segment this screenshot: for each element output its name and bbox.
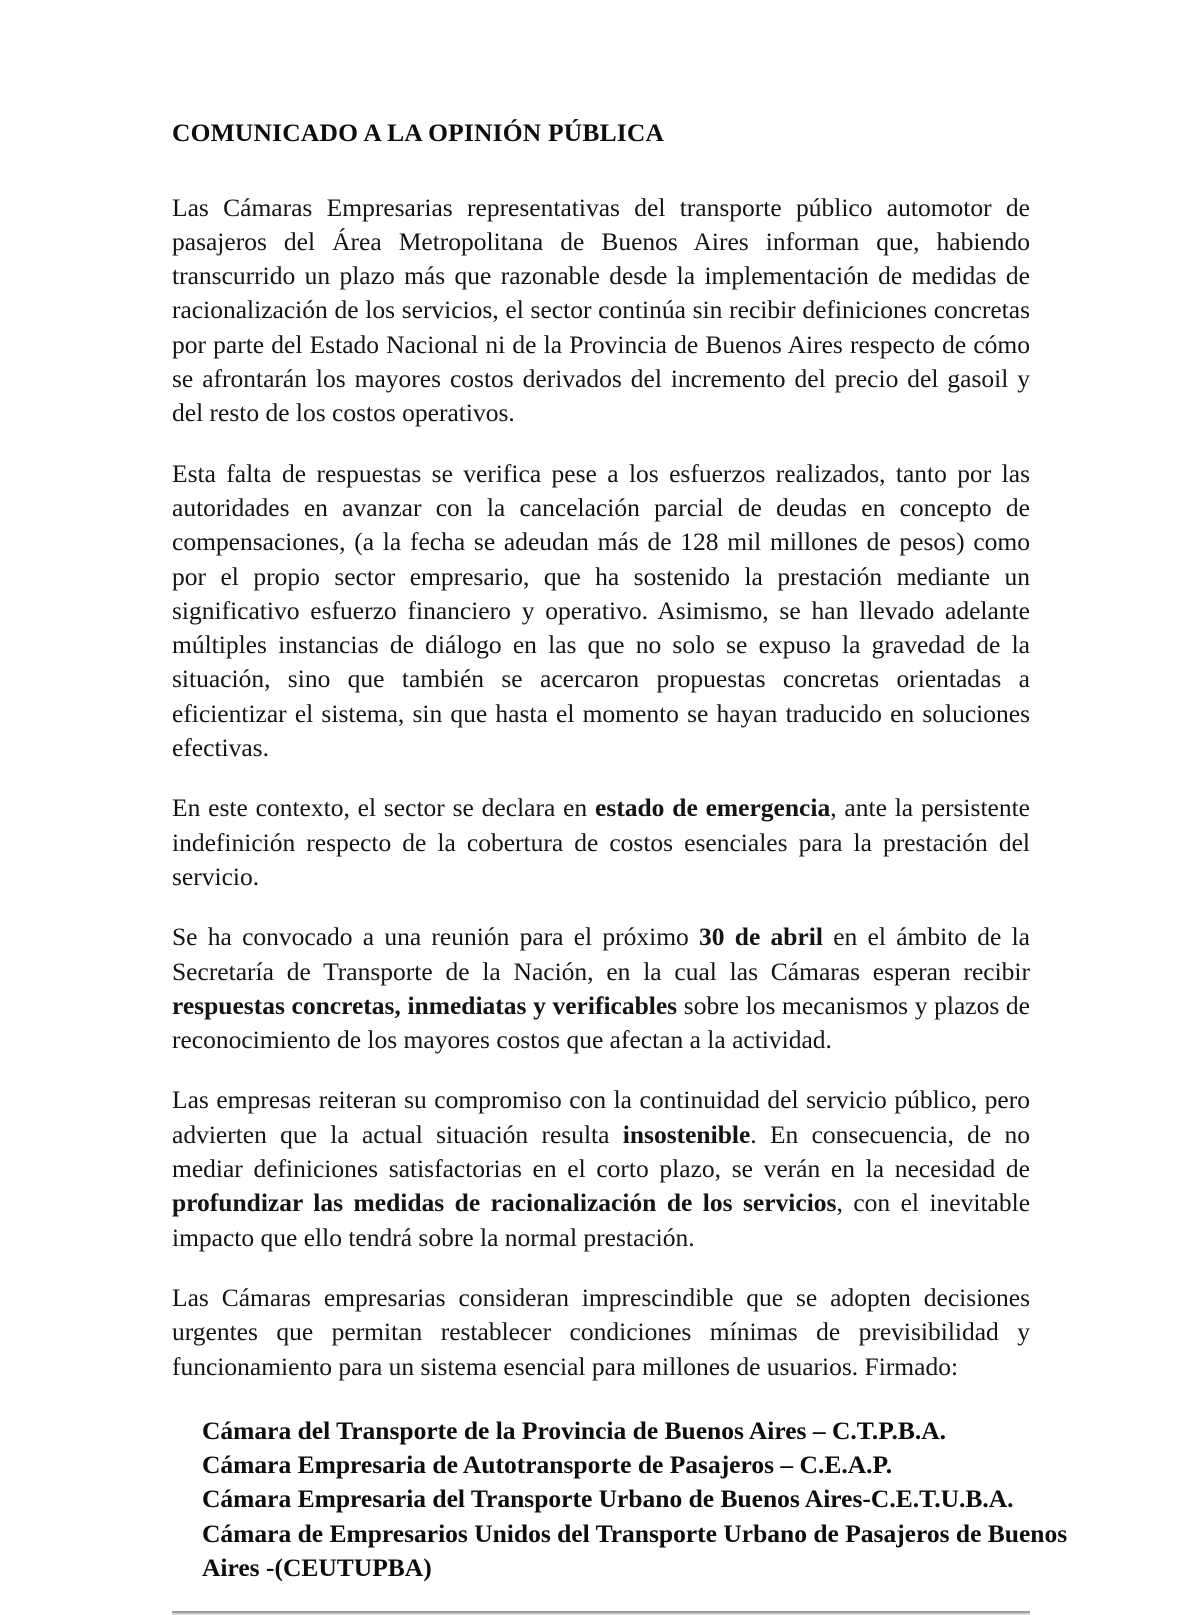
body-text: sobre los mecanismos y plazos de reconocimiento de los mayores costos que afectan a la actividad. xyxy=(172,990,1030,1055)
body-text: Las Cámaras Empresarias representativas del transporte público automotor de pasajeros del Área Metropolitana de Buenos Aires informan que, habiendo transcurrido un plazo más que razonable desde la implementación de medidas de racionalización de los servicios, el sector continúa sin recibir definiciones concretas por parte del Estado Nacional ni de la Provincia de Buenos Aires respecto de cómo se afrontarán los mayores costos derivados del incremento del precio del gasoil y del resto de los costos operativos. xyxy=(172,192,1030,428)
body-text: . En consecuencia, de no mediar definiciones satisfactorias en el corto plazo, se verán en la necesidad de xyxy=(172,1119,1031,1184)
emphasis-text: profundizar las medidas de racionalización de los servicios xyxy=(172,1188,837,1218)
paragraph-p1 xyxy=(172,191,1030,431)
signatory-line: Cámara de Empresarios Unidos del Transporte Urbano de Pasajeros de Buenos Aires -(CEUTUPBA) xyxy=(202,1518,1068,1582)
paragraph-p6 xyxy=(172,1281,1030,1384)
body-text: , con el inevitable impacto que ello tendrá sobre la normal prestación. xyxy=(172,1188,1031,1252)
signatory-line: Cámara Empresaria del Transporte Urbano de Buenos Aires-C.E.T.U.B.A. xyxy=(202,1484,1014,1514)
signature-block xyxy=(202,1414,1082,1585)
signatory-line: Cámara Empresaria de Autotransporte de Pasajeros – C.E.A.P. xyxy=(202,1450,893,1480)
document-content xyxy=(172,0,1068,1615)
body-text: En este contexto, el sector se declara en xyxy=(172,793,596,823)
emphasis-text: respuestas concretas, inmediatas y verificables xyxy=(172,990,678,1020)
paragraph-p5 xyxy=(172,1083,1030,1254)
paragraph-p3 xyxy=(172,791,1030,894)
page-title: COMUNICADO A LA OPINIÓN PÚBLICA xyxy=(172,118,665,147)
emphasis-text: 30 de abril xyxy=(699,922,823,952)
body-text: Se ha convocado a una reunión para el próximo xyxy=(172,922,700,952)
body-text: en el ámbito de la Secretaría de Transporte de la Nación, en la cual las Cámaras esperan recibir xyxy=(172,922,1031,986)
emphasis-text: insostenible xyxy=(622,1119,751,1149)
footer-divider-wrap xyxy=(172,1611,1030,1615)
paragraph-p2 xyxy=(172,457,1030,766)
body-text: Las empresas reiteran su compromiso con la continuidad del servicio público, pero advierten que la actual situación resulta xyxy=(172,1085,1030,1149)
horizontal-divider xyxy=(172,1611,1030,1615)
body-text: , ante la persistente indefinición respecto de la cobertura de costos esenciales para la prestación del servicio. xyxy=(172,793,1030,891)
signatory-line: Cámara del Transporte de la Provincia de Buenos Aires – C.T.P.B.A. xyxy=(202,1415,947,1445)
body-text: Las Cámaras empresarias consideran imprescindible que se adopten decisiones urgentes que permitan restablecer condiciones mínimas de previsibilidad y funcionamiento para un sistema esencial para millones de usuarios. Firmado: xyxy=(172,1282,1030,1381)
body-text: Esta falta de respuestas se verifica pese a los esfuerzos realizados, tanto por las autoridades en avanzar con la cancelación parcial de deudas en concepto de compensaciones, (a la fecha se adeudan más de 128 mil millones de pesos) como por el propio sector empresario, que ha sostenido la prestación mediante un significativo esfuerzo financiero y operativo. Asimismo, se han llevado adelante múltiples instancias de diálogo en las que no solo se expuso la gravedad de la situación, sino que también se acercaron propuestas concretas orientadas a eficientizar el sistema, sin que hasta el momento se hayan traducido en soluciones efectivas. xyxy=(172,458,1030,763)
emphasis-text: estado de emergencia xyxy=(595,793,831,823)
document-body xyxy=(172,191,1030,1384)
paragraph-p4 xyxy=(172,920,1030,1057)
